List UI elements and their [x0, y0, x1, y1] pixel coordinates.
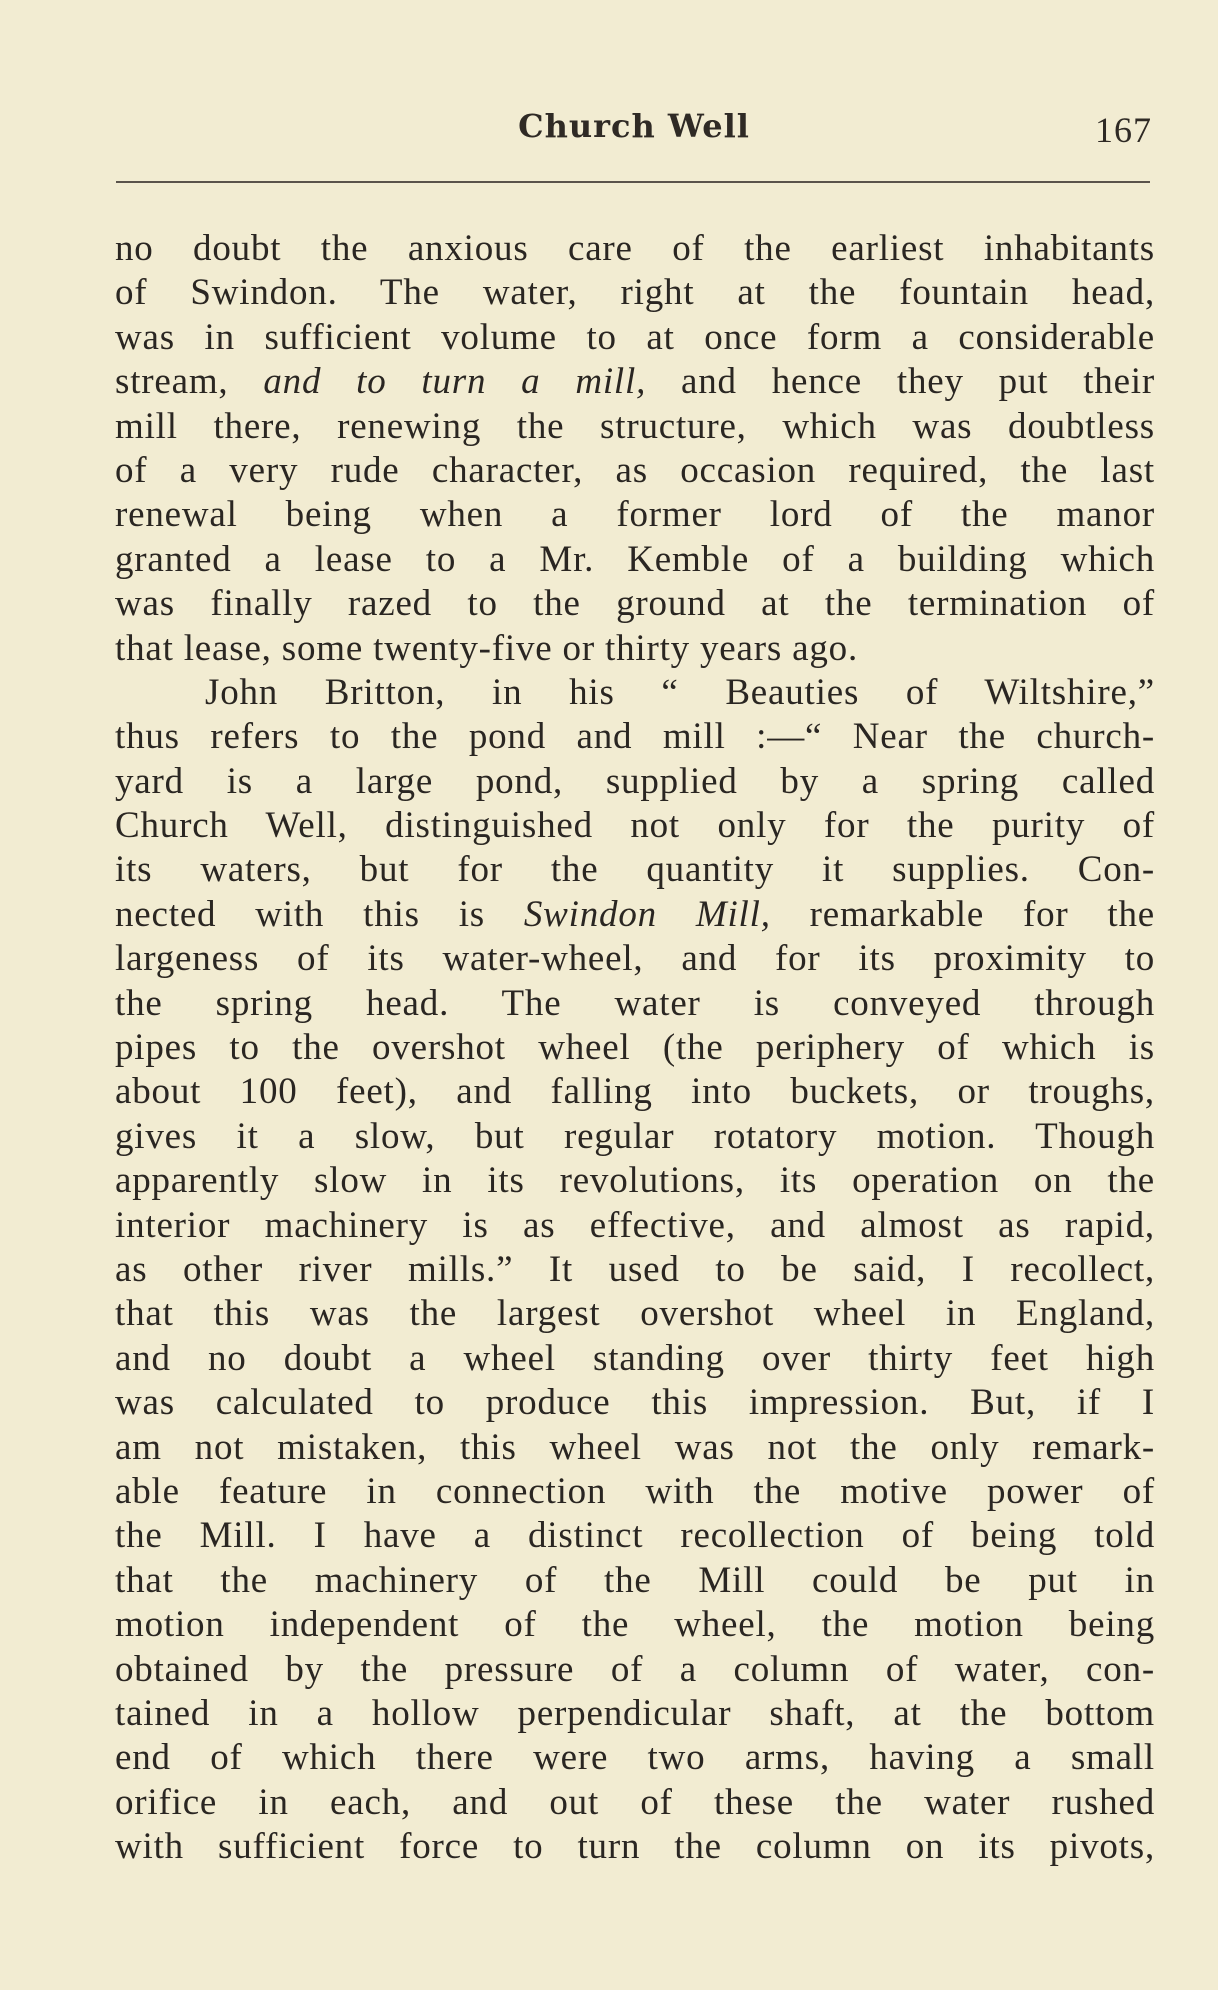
text-line: the Mill. I have a distinct recollection of being told [115, 1515, 1155, 1557]
text-segment: nected with this is [115, 893, 524, 935]
text-line: able feature in connection with the motive power of [115, 1470, 1155, 1512]
text-line: that this was the largest overshot wheel in England, [115, 1293, 1155, 1335]
text-segment: and hence they put their [646, 361, 1155, 403]
italic-phrase: and to turn a mill, [263, 361, 647, 403]
page-number: 167 [1095, 110, 1152, 150]
text-line [115, 360, 1155, 404]
text-line: yard is a large pond, supplied by a spring called [115, 760, 1155, 802]
running-head-title: Church Well [518, 107, 750, 145]
text-line: no doubt the anxious care of the earliest inhabitants [115, 228, 1155, 269]
text-line: Church Well, distinguished not only for the purity of [115, 805, 1155, 847]
text-segment: remarkable for the [770, 893, 1155, 935]
text-line: about 100 feet), and falling into buckets, or troughs, [115, 1071, 1155, 1113]
text-line: obtained by the pressure of a column of water, con- [115, 1648, 1155, 1690]
text-line: its waters, but for the quantity it supplies. Con- [115, 849, 1155, 891]
text-line: motion independent of the wheel, the motion being [115, 1604, 1155, 1646]
text-line: thus refers to the pond and mill :—“ Near the church- [115, 716, 1155, 758]
italic-phrase: Swindon Mill, [523, 893, 771, 935]
text-line: apparently slow in its revolutions, its operation on the [115, 1160, 1155, 1202]
text-line: the spring head. The water is conveyed through [115, 982, 1155, 1024]
text-line: renewal being when a former lord of the manor [115, 494, 1155, 536]
text-line: granted a lease to a Mr. Kemble of a building which [115, 538, 1155, 580]
header-rule [116, 181, 1150, 183]
text-line: pipes to the overshot wheel (the periphery of which is [115, 1027, 1155, 1069]
text-line [115, 893, 1155, 937]
text-line: that lease, some twenty-five or thirty years ago. [115, 627, 858, 669]
text-line: tained in a hollow perpendicular shaft, at the bottom [115, 1692, 1155, 1734]
text-line: John Britton, in his “ Beauties of Wiltshire,” [205, 671, 1155, 713]
body-text [115, 227, 1155, 1869]
text-line: of Swindon. The water, right at the fountain head, [115, 272, 1155, 314]
running-head [116, 105, 1152, 155]
text-line: interior machinery is as effective, and almost as rapid, [115, 1204, 1155, 1246]
text-line: as other river mills.” It used to be said, I recollect, [115, 1248, 1155, 1290]
text-line: of a very rude character, as occasion required, the last [115, 449, 1155, 491]
text-line: that the machinery of the Mill could be put in [115, 1559, 1155, 1601]
text-line: largeness of its water-wheel, and for its proximity to [115, 938, 1155, 980]
text-segment: stream, [115, 361, 264, 403]
text-line: was calculated to produce this impression. But, if I [115, 1382, 1155, 1424]
text-line: mill there, renewing the structure, which was doubtless [115, 405, 1155, 447]
text-line: orifice in each, and out of these the water rushed [115, 1781, 1155, 1823]
text-line: and no doubt a wheel standing over thirty feet high [115, 1337, 1155, 1379]
text-line: with sufficient force to turn the column on its pivots, [115, 1826, 1155, 1868]
text-line: end of which there were two arms, having a small [115, 1737, 1155, 1779]
text-line: am not mistaken, this wheel was not the only remark- [115, 1426, 1155, 1468]
text-line: was in sufficient volume to at once form a considerable [115, 316, 1155, 358]
text-line: was finally razed to the ground at the termination of [115, 583, 1155, 625]
text-line: gives it a slow, but regular rotatory motion. Though [115, 1115, 1155, 1157]
